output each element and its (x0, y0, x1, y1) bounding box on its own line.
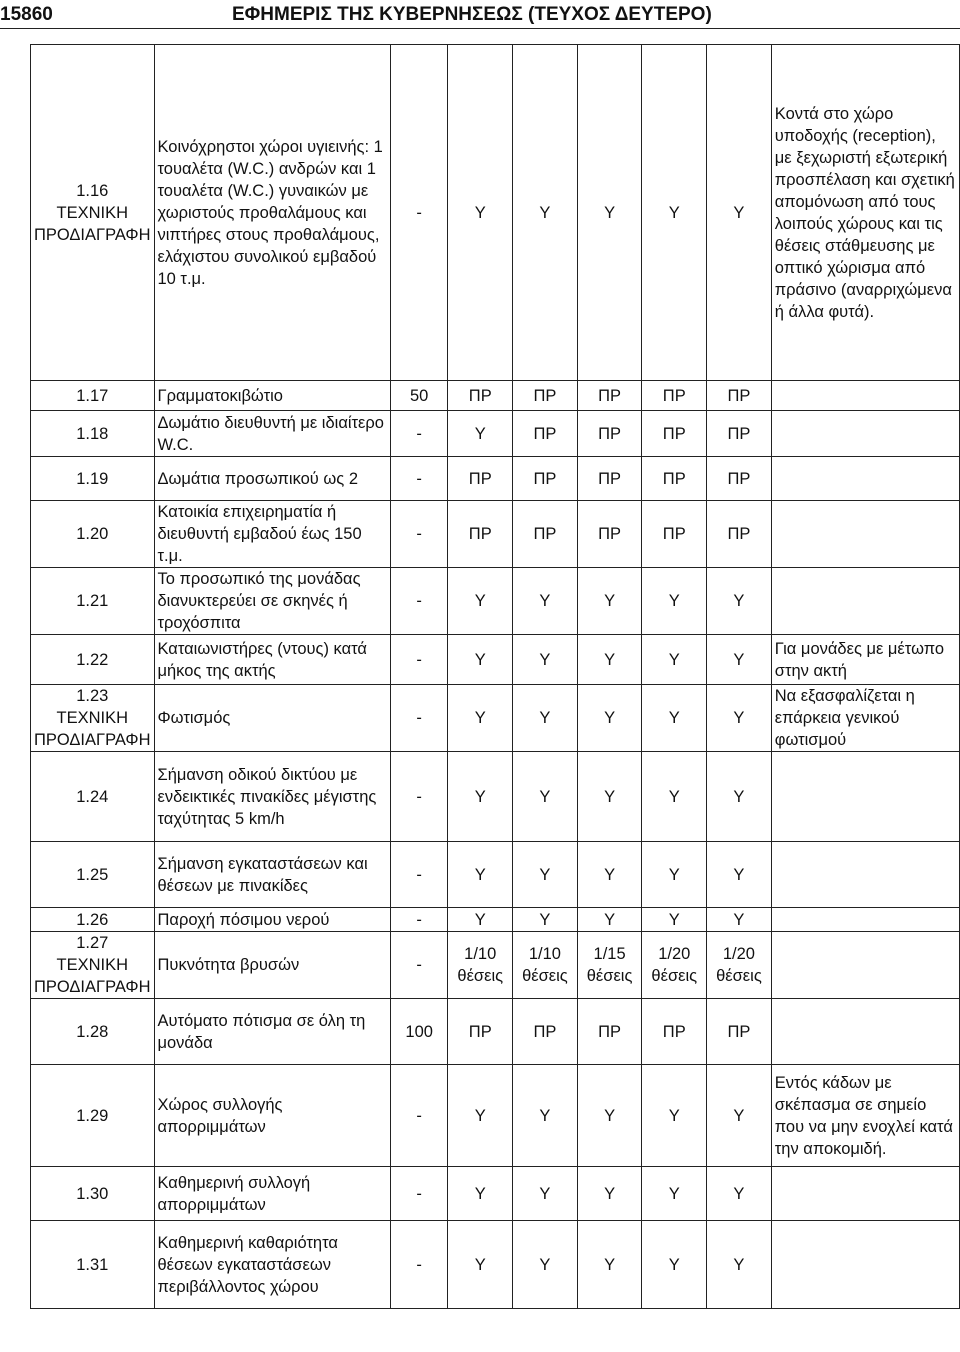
row-id: 1.17 (31, 381, 155, 411)
row-value-4: Υ (642, 45, 707, 381)
row-note (771, 999, 959, 1065)
row-value-4: Υ (642, 568, 707, 635)
row-value-2: Υ (513, 45, 578, 381)
row-value-4: ΠΡ (642, 501, 707, 568)
row-value-4: ΠΡ (642, 381, 707, 411)
row-note: Να εξασφαλίζεται η επάρκεια γενικού φωτισμού (771, 685, 959, 752)
row-value-4: Υ (642, 842, 707, 908)
row-description: Αυτόματο πότισμα σε όλη τη μονάδα (154, 999, 390, 1065)
row-note (771, 501, 959, 568)
row-value-2: Υ (513, 685, 578, 752)
row-value-4: ΠΡ (642, 999, 707, 1065)
table-row (31, 1065, 960, 1167)
row-id: 1.27 ΤΕΧΝΙΚΗ ΠΡΟΔΙΑΓΡΑΦΗ (31, 932, 155, 999)
row-value-4: Υ (642, 685, 707, 752)
row-value-1: Υ (448, 568, 513, 635)
row-value-1: ΠΡ (448, 381, 513, 411)
table-row (31, 932, 960, 999)
row-note (771, 568, 959, 635)
row-description: Φωτισμός (154, 685, 390, 752)
row-value-1: ΠΡ (448, 457, 513, 501)
row-id: 1.20 (31, 501, 155, 568)
row-value-1: Υ (448, 635, 513, 685)
row-value-2: Υ (513, 635, 578, 685)
row-value-3: Υ (577, 1065, 642, 1167)
table-row (31, 685, 960, 752)
row-value-0: 50 (390, 381, 447, 411)
row-note: Για μονάδες με μέτωπο στην ακτή (771, 635, 959, 685)
row-description: Χώρος συλλογής απορριμμάτων (154, 1065, 390, 1167)
row-value-5: Υ (707, 1065, 772, 1167)
row-value-4: Υ (642, 1221, 707, 1309)
row-id: 1.16 ΤΕΧΝΙΚΗ ΠΡΟΔΙΑΓΡΑΦΗ (31, 45, 155, 381)
row-value-0: 100 (390, 999, 447, 1065)
row-description: Κατοικία επιχειρηματία ή διευθυντή εμβαδού έως 150 τ.μ. (154, 501, 390, 568)
row-note (771, 381, 959, 411)
row-description: Καταιωνιστήρες (ντους) κατά μήκος της ακτής (154, 635, 390, 685)
row-id: 1.29 (31, 1065, 155, 1167)
row-value-5: Υ (707, 1167, 772, 1221)
row-value-4: ΠΡ (642, 457, 707, 501)
row-value-0: - (390, 752, 447, 842)
row-id: 1.19 (31, 457, 155, 501)
row-note: Κοντά στο χώρο υποδοχής (reception), με ξεχωριστή εξωτερική προσπέλαση και σχετική απομόνωση από τους λοιπούς χώρους και τις θέσεις στάθμευσης με οπτικό χώρισμα από πράσινο (αναρριχώμενα ή άλλα φυτά). (771, 45, 959, 381)
row-value-0: - (390, 908, 447, 932)
row-note (771, 908, 959, 932)
row-value-2: ΠΡ (513, 999, 578, 1065)
row-value-1: Υ (448, 1167, 513, 1221)
row-value-2: ΠΡ (513, 501, 578, 568)
row-value-4: ΠΡ (642, 411, 707, 457)
row-value-4: 1/20 θέσεις (642, 932, 707, 999)
table-row (31, 908, 960, 932)
row-note (771, 842, 959, 908)
row-description: Το προσωπικό της μονάδας διανυκτερεύει σε σκηνές ή τροχόσπιτα (154, 568, 390, 635)
row-value-5: Υ (707, 842, 772, 908)
row-note (771, 1167, 959, 1221)
table-row (31, 635, 960, 685)
row-value-2: Υ (513, 1221, 578, 1309)
row-value-1: Υ (448, 752, 513, 842)
table-row (31, 411, 960, 457)
row-value-2: ΠΡ (513, 381, 578, 411)
table-row (31, 501, 960, 568)
row-value-2: ΠΡ (513, 457, 578, 501)
row-value-0: - (390, 1167, 447, 1221)
row-value-4: Υ (642, 1167, 707, 1221)
specifications-table (30, 44, 960, 1309)
table-row (31, 842, 960, 908)
row-description: Παροχή πόσιμου νερού (154, 908, 390, 932)
row-value-1: ΠΡ (448, 501, 513, 568)
row-value-1: 1/10 θέσεις (448, 932, 513, 999)
row-value-4: Υ (642, 908, 707, 932)
row-note: Εντός κάδων με σκέπασμα σε σημείο που να μην ενοχλεί κατά την αποκομιδή. (771, 1065, 959, 1167)
row-description: Σήμανση οδικού δικτύου με ενδεικτικές πινακίδες μέγιστης ταχύτητας 5 km/h (154, 752, 390, 842)
row-id: 1.21 (31, 568, 155, 635)
row-value-3: Υ (577, 908, 642, 932)
row-description: Σήμανση εγκαταστάσεων και θέσεων με πινακίδες (154, 842, 390, 908)
row-note (771, 752, 959, 842)
row-value-3: ΠΡ (577, 411, 642, 457)
row-value-3: Υ (577, 752, 642, 842)
row-value-0: - (390, 568, 447, 635)
row-value-2: Υ (513, 842, 578, 908)
row-value-0: - (390, 932, 447, 999)
row-note (771, 411, 959, 457)
row-value-1: Υ (448, 1221, 513, 1309)
row-value-4: Υ (642, 635, 707, 685)
row-description: Πυκνότητα βρυσών (154, 932, 390, 999)
row-value-5: Υ (707, 908, 772, 932)
row-note (771, 1221, 959, 1309)
row-id: 1.22 (31, 635, 155, 685)
row-value-0: - (390, 685, 447, 752)
row-value-3: Υ (577, 685, 642, 752)
table-row (31, 1221, 960, 1309)
row-value-2: Υ (513, 752, 578, 842)
row-value-0: - (390, 501, 447, 568)
row-value-5: ΠΡ (707, 381, 772, 411)
row-value-1: Υ (448, 842, 513, 908)
row-value-4: Υ (642, 1065, 707, 1167)
row-value-5: ΠΡ (707, 501, 772, 568)
row-value-0: - (390, 842, 447, 908)
row-value-0: - (390, 1065, 447, 1167)
row-note (771, 457, 959, 501)
row-value-1: Υ (448, 45, 513, 381)
row-value-5: Υ (707, 45, 772, 381)
row-value-4: Υ (642, 752, 707, 842)
row-value-2: Υ (513, 1065, 578, 1167)
page-number: 15860 (0, 4, 53, 25)
row-value-3: Υ (577, 45, 642, 381)
row-value-2: Υ (513, 908, 578, 932)
row-description: Γραμματοκιβώτιο (154, 381, 390, 411)
row-description: Δωμάτιο διευθυντή με ιδιαίτερο W.C. (154, 411, 390, 457)
header-rule (0, 28, 960, 29)
row-description: Καθημερινή συλλογή απορριμμάτων (154, 1167, 390, 1221)
row-value-2: ΠΡ (513, 411, 578, 457)
row-value-2: 1/10 θέσεις (513, 932, 578, 999)
row-id: 1.18 (31, 411, 155, 457)
table-row (31, 568, 960, 635)
row-description: Δωμάτια προσωπικού ως 2 (154, 457, 390, 501)
table-row (31, 381, 960, 411)
row-value-0: - (390, 411, 447, 457)
table-row (31, 999, 960, 1065)
row-description: Κοινόχρηστοι χώροι υγιεινής: 1 τουαλέτα (W.C.) ανδρών και 1 τουαλέτα (W.C.) γυναικών με χωριστούς προθαλάμους και νιπτήρες στους προθαλάμους, ελάχιστου συνολικού εμβαδού 10 τ.μ. (154, 45, 390, 381)
page-header (0, 2, 960, 30)
row-value-2: Υ (513, 1167, 578, 1221)
row-value-5: Υ (707, 752, 772, 842)
row-id: 1.25 (31, 842, 155, 908)
row-id: 1.30 (31, 1167, 155, 1221)
row-description: Καθημερινή καθαριότητα θέσεων εγκαταστάσεων περιβάλλοντος χώρου (154, 1221, 390, 1309)
row-note (771, 932, 959, 999)
row-value-3: Υ (577, 568, 642, 635)
row-value-5: ΠΡ (707, 999, 772, 1065)
row-id: 1.23 ΤΕΧΝΙΚΗ ΠΡΟΔΙΑΓΡΑΦΗ (31, 685, 155, 752)
row-value-3: ΠΡ (577, 999, 642, 1065)
row-value-3: Υ (577, 635, 642, 685)
row-value-3: Υ (577, 842, 642, 908)
row-value-5: ΠΡ (707, 411, 772, 457)
row-value-3: Υ (577, 1221, 642, 1309)
row-id: 1.28 (31, 999, 155, 1065)
gazette-title: ΕΦΗΜΕΡΙΣ ΤΗΣ ΚΥΒΕΡΝΗΣΕΩΣ (ΤΕΥΧΟΣ ΔΕΥΤΕΡΟ) (232, 4, 712, 25)
row-value-1: Υ (448, 685, 513, 752)
row-value-5: Υ (707, 685, 772, 752)
row-value-5: ΠΡ (707, 457, 772, 501)
row-value-1: Υ (448, 1065, 513, 1167)
row-id: 1.26 (31, 908, 155, 932)
row-value-1: Υ (448, 411, 513, 457)
row-value-3: ΠΡ (577, 381, 642, 411)
row-value-1: Υ (448, 908, 513, 932)
row-id: 1.24 (31, 752, 155, 842)
table-row (31, 752, 960, 842)
row-value-5: Υ (707, 1221, 772, 1309)
table-row (31, 1167, 960, 1221)
row-value-0: - (390, 457, 447, 501)
row-value-3: ΠΡ (577, 457, 642, 501)
row-value-0: - (390, 635, 447, 685)
row-id: 1.31 (31, 1221, 155, 1309)
row-value-3: Υ (577, 1167, 642, 1221)
row-value-3: ΠΡ (577, 501, 642, 568)
row-value-0: - (390, 1221, 447, 1309)
table-row (31, 457, 960, 501)
row-value-1: ΠΡ (448, 999, 513, 1065)
table-row (31, 45, 960, 381)
table-body (31, 45, 960, 1309)
row-value-3: 1/15 θέσεις (577, 932, 642, 999)
row-value-5: 1/20 θέσεις (707, 932, 772, 999)
row-value-2: Υ (513, 568, 578, 635)
row-value-5: Υ (707, 568, 772, 635)
row-value-0: - (390, 45, 447, 381)
row-value-5: Υ (707, 635, 772, 685)
